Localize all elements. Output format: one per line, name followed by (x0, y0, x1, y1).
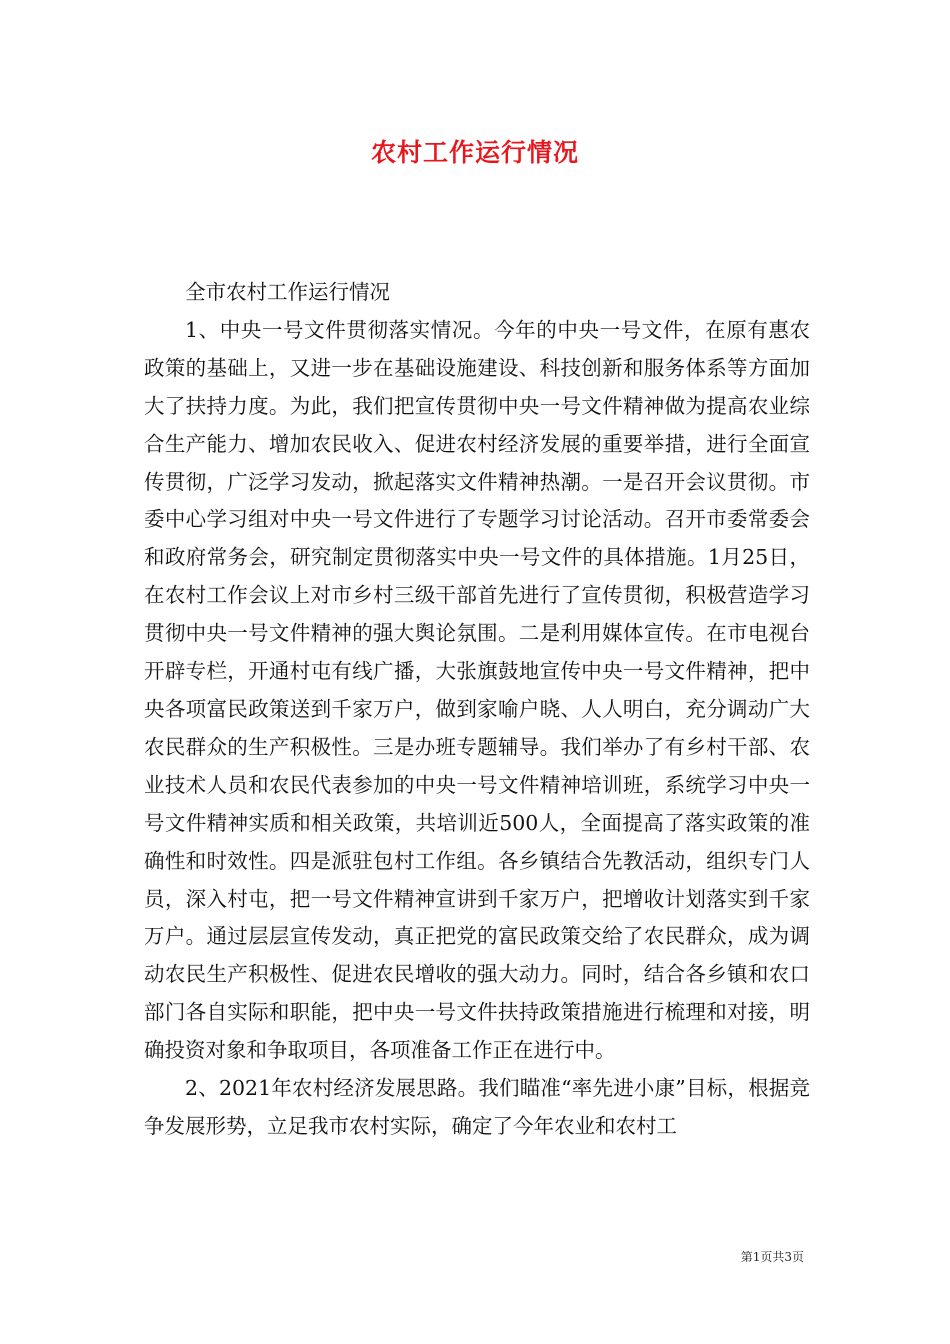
document-body (144, 274, 810, 1146)
page-number: 第1页共3页 (740, 1250, 804, 1264)
paragraph-1: 1、中央一号文件贯彻落实情况。今年的中央一号文件，在原有惠农政策的基础上，又进一步在基础设施建设、科技创新和服务体系等方面加大了扶持力度。为此，我们把宣传贯彻中央一号文件精神做为提高农业综合生产能力、增加农民收入、促进农村经济发展的重要举措，进行全面宣传贯彻，广泛学习发动，掀起落实文件精神热潮。一是召开会议贯彻。市委中心学习组对中央一号文件进行了专题学习讨论活动。召开市委常委会和政府常务会，研究制定贯彻落实中央一号文件的具体措施。1月25日，在农村工作会议上对市乡村三级干部首先进行了宣传贯彻，积极营造学习贯彻中央一号文件精神的强大舆论氛围。二是利用媒体宣传。在市电视台开辟专栏，开通村屯有线广播，大张旗鼓地宣传中央一号文件精神，把中央各项富民政策送到千家万户，做到家喻户晓、人人明白，充分调动广大农民群众的生产积极性。三是办班专题辅导。我们举办了有乡村干部、农业技术人员和农民代表参加的中央一号文件精神培训班，系统学习中央一号文件精神实质和相关政策，共培训近500人，全面提高了落实政策的准确性和时效性。四是派驻包村工作组。各乡镇结合先教活动，组织专门人员，深入村屯，把一号文件精神宣讲到千家万户，把增收计划落实到千家万户。通过层层宣传发动，真正把党的富民政策交给了农民群众，成为调动农民生产积极性、促进农民增收的强大动力。同时，结合各乡镇和农口部门各自实际和职能，把中央一号文件扶持政策措施进行梳理和对接，明确投资对象和争取项目，各项准备工作正在进行中。 (144, 317, 810, 1063)
section-heading: 全市农村工作运行情况 (185, 280, 390, 304)
page-title: 农村工作运行情况 (370, 138, 579, 167)
paragraph-2: 2、2021年农村经济发展思路。我们瞄准“率先进小康”目标，根据竞争发展形势，立足我市农村实际，确定了今年农业和农村工 (144, 1076, 810, 1138)
